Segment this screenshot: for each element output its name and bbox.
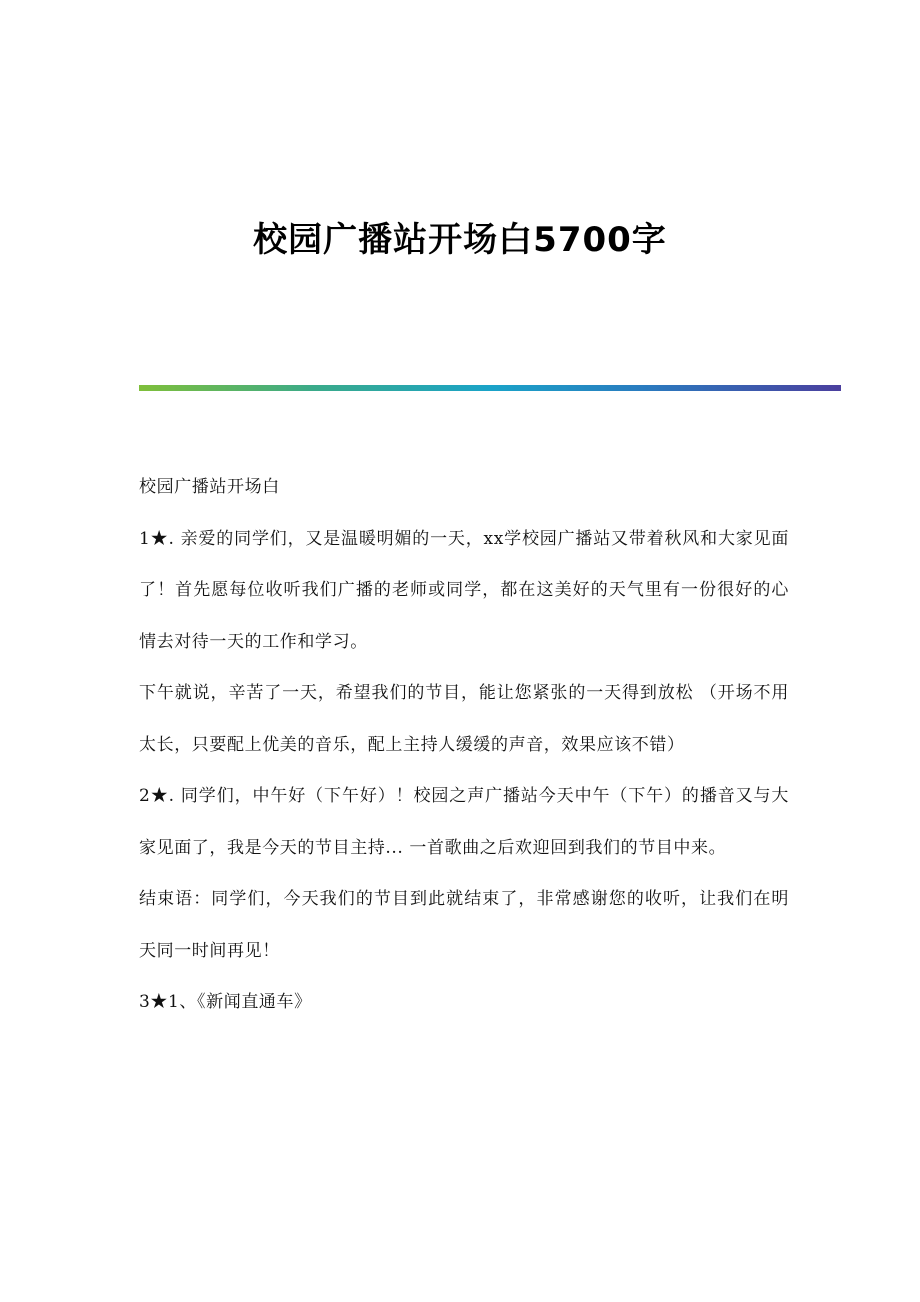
body-paragraph: 结束语：同学们，今天我们的节目到此就结束了，非常感谢您的收听，让我们在明天同一时间再见！ [139,889,789,961]
subtitle-paragraph: 校园广播站开场白 [139,477,280,497]
document-body [139,462,789,1029]
body-paragraph: 1★. 亲爱的同学们，又是温暖明媚的一天，xx学校园广播站又带着秋风和大家见面了！首先愿每位收听我们广播的老师或同学，都在这美好的天气里有一份很好的心情去对待一天的工作和学习。 [139,528,789,652]
body-paragraph: 3★1、《新闻直通车》 [139,992,312,1012]
document-title: 校园广播站开场白5700字 [253,220,667,260]
body-paragraph: 2★. 同学们，中午好（下午好）！校园之声广播站今天中午（下午）的播音又与大家见面了，我是今天的节目主持... 一首歌曲之后欢迎回到我们的节目中来。 [139,786,789,858]
body-paragraph: 下午就说，辛苦了一天，希望我们的节目，能让您紧张的一天得到放松 （开场不用太长，只要配上优美的音乐，配上主持人缓缓的声音，效果应该不错） [139,683,789,755]
gradient-divider [139,385,841,391]
